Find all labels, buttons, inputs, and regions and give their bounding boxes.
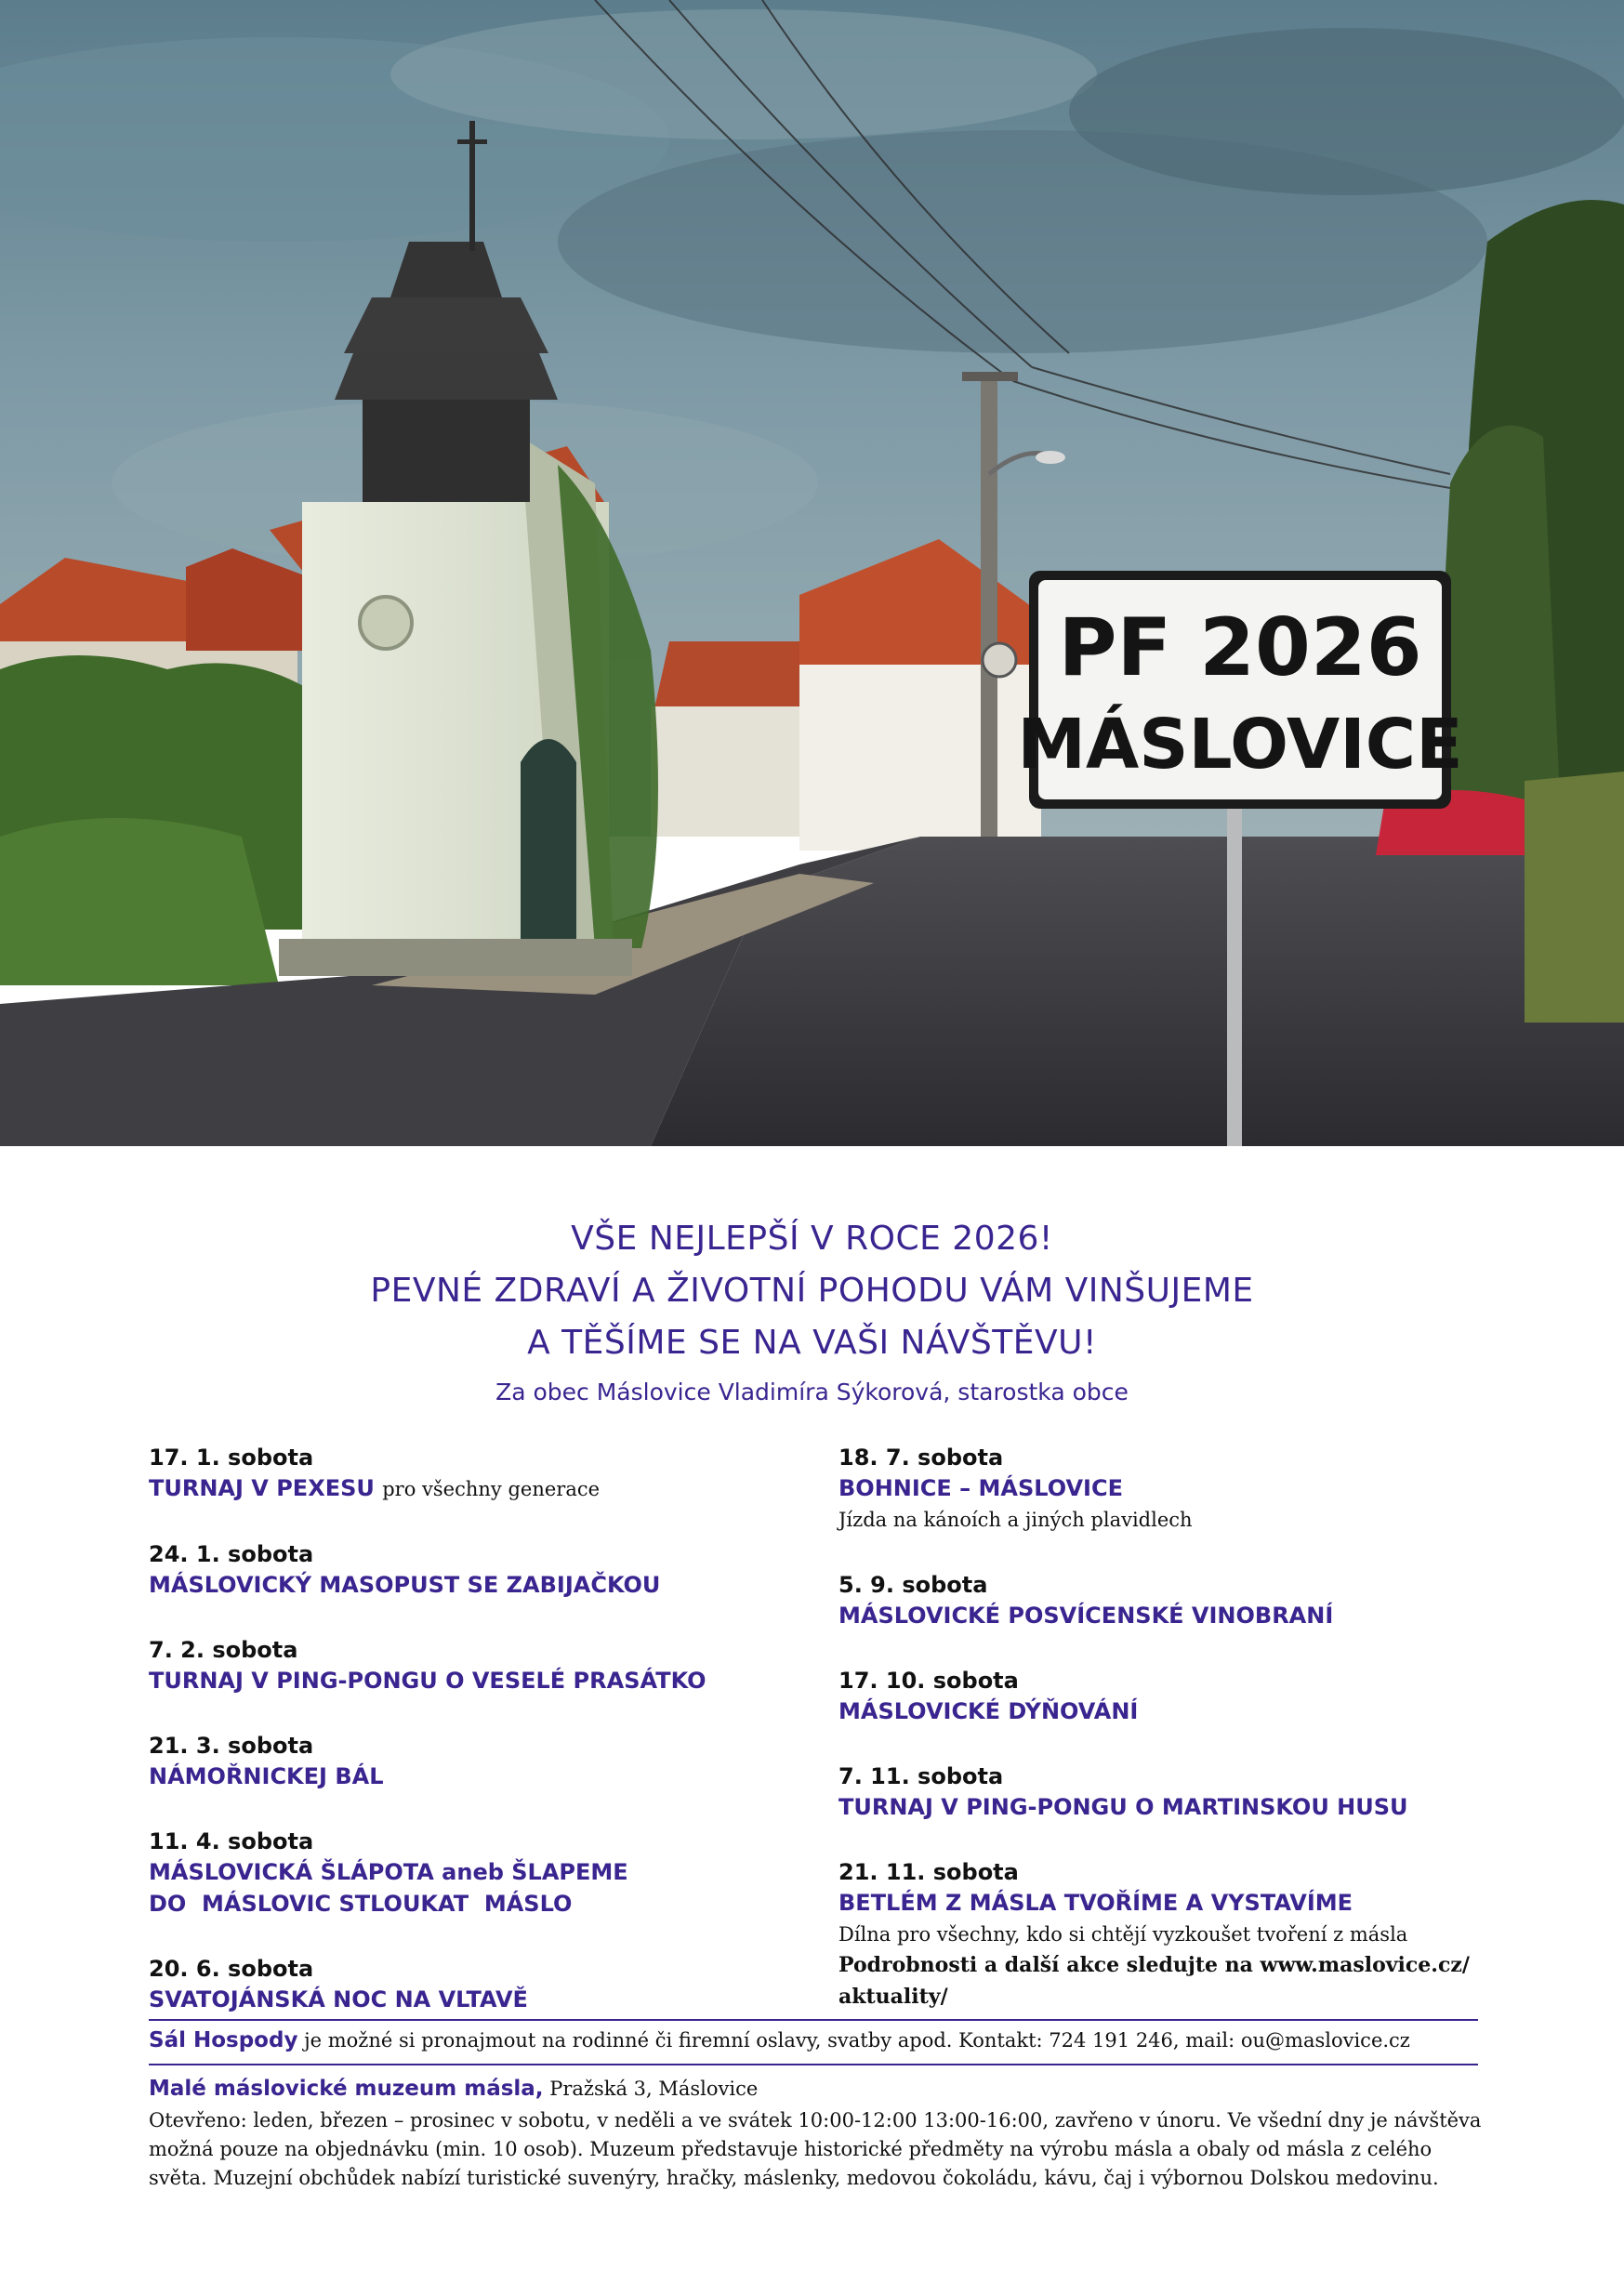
- event-item: [838, 1443, 1545, 1536]
- event-item: [838, 1857, 1545, 1950]
- event-title: TURNAJ V PEXESU: [149, 1475, 375, 1501]
- event-item: [149, 1635, 855, 1696]
- village-photo: [0, 0, 1624, 1146]
- divider: [149, 2019, 1478, 2021]
- event-item: [838, 1762, 1545, 1823]
- event-date: 20. 6. sobota: [149, 1956, 314, 1982]
- event-title: BOHNICE – MÁSLOVICE: [838, 1475, 1123, 1501]
- greeting: [0, 1213, 1624, 1369]
- divider: [149, 2064, 1478, 2065]
- event-date: 7. 11. sobota: [838, 1763, 1004, 1789]
- event-date: 5. 9. sobota: [838, 1572, 988, 1598]
- event-title: TURNAJ V PING-PONGU O VESELÉ PRASÁTKO: [149, 1668, 706, 1694]
- sign-line-1: PF 2026: [1058, 601, 1422, 694]
- event-item: [149, 1443, 855, 1505]
- event-date: 7. 2. sobota: [149, 1637, 298, 1663]
- event-date: 21. 3. sobota: [149, 1733, 314, 1759]
- event-title: MÁSLOVICKÉ POSVÍCENSKÉ VINOBRANÍ: [838, 1603, 1334, 1629]
- greeting-line-2: PEVNÉ ZDRAVÍ A ŽIVOTNÍ POHODU VÁM VINŠUJEME: [370, 1272, 1254, 1310]
- event-item: [838, 1666, 1545, 1727]
- museum-lead: Malé máslovické muzeum másla,: [149, 2077, 544, 2101]
- event-note: Dílna pro všechny, kdo si chtějí vyzkoušet tvoření z másla: [838, 1923, 1408, 1946]
- event-date: 21. 11. sobota: [838, 1859, 1019, 1885]
- museum-info: [149, 2075, 1487, 2193]
- more-info-line-1[interactable]: Podrobnosti a další akce sledujte na www.maslovice.cz/: [838, 1953, 1470, 1977]
- event-title: NÁMOŘNICKEJ BÁL: [149, 1763, 384, 1789]
- event-title: MÁSLOVICKÝ MASOPUST SE ZABIJAČKOU: [149, 1572, 661, 1598]
- more-info-line-2[interactable]: aktuality/: [838, 1985, 948, 2009]
- event-title-line-2: DO MÁSLOVIC STLOUKAT MÁSLO: [149, 1891, 573, 1917]
- sign-line-2: MÁSLOVICE: [1017, 705, 1463, 785]
- mayor-signature: Za obec Máslovice Vladimíra Sýkorová, starostka obce: [495, 1379, 1129, 1405]
- event-note: pro všechny generace: [382, 1478, 601, 1500]
- event-date: 18. 7. sobota: [838, 1445, 1004, 1471]
- event-item: [838, 1570, 1545, 1631]
- event-title: BETLÉM Z MÁSLA TVOŘÍME A VYSTAVÍME: [838, 1890, 1353, 1916]
- hall-lead: Sál Hospody: [149, 2028, 298, 2052]
- event-title: TURNAJ V PING-PONGU O MARTINSKOU HUSU: [838, 1794, 1408, 1820]
- event-title: MÁSLOVICKÁ ŠLÁPOTA aneb ŠLAPEME: [149, 1859, 628, 1885]
- museum-address: Pražská 3, Máslovice: [543, 2078, 759, 2100]
- event-item: [149, 1539, 855, 1601]
- event-date: 24. 1. sobota: [149, 1541, 314, 1567]
- more-info: [838, 1949, 1489, 2012]
- hall-rental: [149, 2026, 1487, 2054]
- greeting-line-1: VŠE NEJLEPŠÍ V ROCE 2026!: [571, 1220, 1053, 1258]
- event-date: 11. 4. sobota: [149, 1828, 314, 1854]
- greeting-line-3: A TĚŠÍME SE NA VAŠI NÁVŠTĚVU!: [527, 1324, 1097, 1362]
- hall-text: je možné si pronajmout na rodinné či firemní oslavy, svatby apod. Kontakt: 724 191 246, mail: ou@maslovice.cz: [297, 2029, 1410, 2052]
- event-date: 17. 1. sobota: [149, 1445, 314, 1471]
- event-item: [149, 1827, 855, 1920]
- event-item: [149, 1731, 855, 1792]
- museum-description: Otevřeno: leden, březen – prosinec v sobotu, v neděli a ve svátek 10:00-12:00 13:00-16:00, zavřeno v únoru. Ve všední dny je návštěva možná pouze na objednávku (min. 10 osob). Muzeum představuje historické předměty na výrobu másla a obaly od másla z celého světa. Muzejní obchůdek nabízí turistické suvenýry, hračky, máslenky, medovou čokoládu, kávu, čaj i výbornou Dolskou medovinu.: [149, 2109, 1482, 2189]
- event-title: SVATOJÁNSKÁ NOC NA VLTAVĚ: [149, 1986, 528, 2012]
- event-item: [149, 1954, 855, 2015]
- event-title: MÁSLOVICKÉ DÝŇOVÁNÍ: [838, 1698, 1139, 1724]
- events-right-column: [838, 1443, 1545, 1985]
- event-date: 17. 10. sobota: [838, 1668, 1019, 1694]
- town-sign: [1017, 571, 1462, 809]
- event-note: Jízda na kánoích a jiných plavidlech: [838, 1509, 1193, 1531]
- events-left-column: [149, 1443, 855, 2050]
